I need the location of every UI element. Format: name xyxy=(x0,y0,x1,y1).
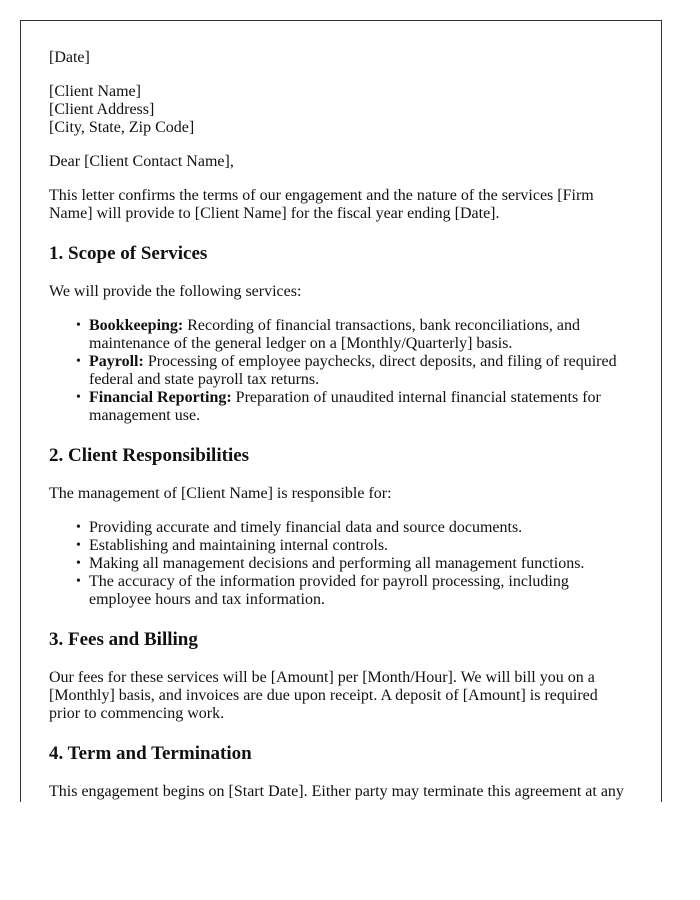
service-label: Bookkeeping: xyxy=(89,317,184,334)
recipient-city-state-zip: [City, State, Zip Code] xyxy=(49,119,195,136)
term-paragraph: This engagement begins on [Start Date]. Either party may terminate this agreement at any xyxy=(49,783,624,800)
section-heading-client-responsibilities: 2. Client Responsibilities xyxy=(49,445,250,466)
intro-paragraph: This letter confirms the terms of our engagement and the nature of the services [Firm Name] will provide to [Client Name] for the fiscal year ending [Date]. xyxy=(49,187,594,222)
section-heading-scope: 1. Scope of Services xyxy=(49,243,208,264)
bullet-icon: • xyxy=(76,574,81,589)
engagement-letter xyxy=(21,21,661,801)
service-label: Financial Reporting: xyxy=(89,389,232,406)
bullet-icon: • xyxy=(76,556,81,571)
bullet-icon: • xyxy=(76,390,81,405)
responsibility-text: The accuracy of the information provided for payroll processing, including employee hours and tax information. xyxy=(89,573,569,608)
service-label: Payroll: xyxy=(89,353,144,370)
section-heading-fees-billing: 3. Fees and Billing xyxy=(49,629,198,650)
responsibility-text: Establishing and maintaining internal controls. xyxy=(89,537,389,554)
bullet-icon: • xyxy=(76,538,81,553)
responsibility-text: Providing accurate and timely financial data and source documents. xyxy=(89,519,523,536)
list-item xyxy=(76,389,632,425)
list-item xyxy=(76,573,632,609)
service-description: Processing of employee paychecks, direct deposits, and filing of required federal and state payroll tax returns. xyxy=(89,353,617,388)
list-item xyxy=(76,555,632,573)
responsibilities-list xyxy=(49,519,632,609)
salutation: Dear [Client Contact Name], xyxy=(49,153,234,170)
list-item xyxy=(76,537,632,555)
section-heading-term-termination: 4. Term and Termination xyxy=(49,743,252,764)
document-viewport[interactable] xyxy=(20,20,662,802)
recipient-address-block xyxy=(49,83,632,137)
bullet-icon: • xyxy=(76,354,81,369)
responsibilities-lead: The management of [Client Name] is responsible for: xyxy=(49,485,392,502)
bullet-icon: • xyxy=(76,318,81,333)
recipient-address: [Client Address] xyxy=(49,101,155,118)
list-item xyxy=(76,519,632,537)
bullet-icon: • xyxy=(76,520,81,535)
letter-date: [Date] xyxy=(49,49,90,66)
scope-lead: We will provide the following services: xyxy=(49,283,302,300)
service-description: Recording of financial transactions, bank reconciliations, and maintenance of the general ledger on a [Monthly/Quarterly] basis. xyxy=(89,317,581,352)
fees-paragraph: Our fees for these services will be [Amount] per [Month/Hour]. We will bill you on a [Monthly] basis, and invoices are due upon receipt. A deposit of [Amount] is required prior to commencing work. xyxy=(49,669,598,722)
responsibility-text: Making all management decisions and performing all management functions. xyxy=(89,555,585,572)
list-item xyxy=(76,353,632,389)
scope-services-list xyxy=(49,317,632,425)
service-description: Preparation of unaudited internal financial statements for management use. xyxy=(89,389,601,424)
recipient-name: [Client Name] xyxy=(49,83,141,100)
list-item xyxy=(76,317,632,353)
